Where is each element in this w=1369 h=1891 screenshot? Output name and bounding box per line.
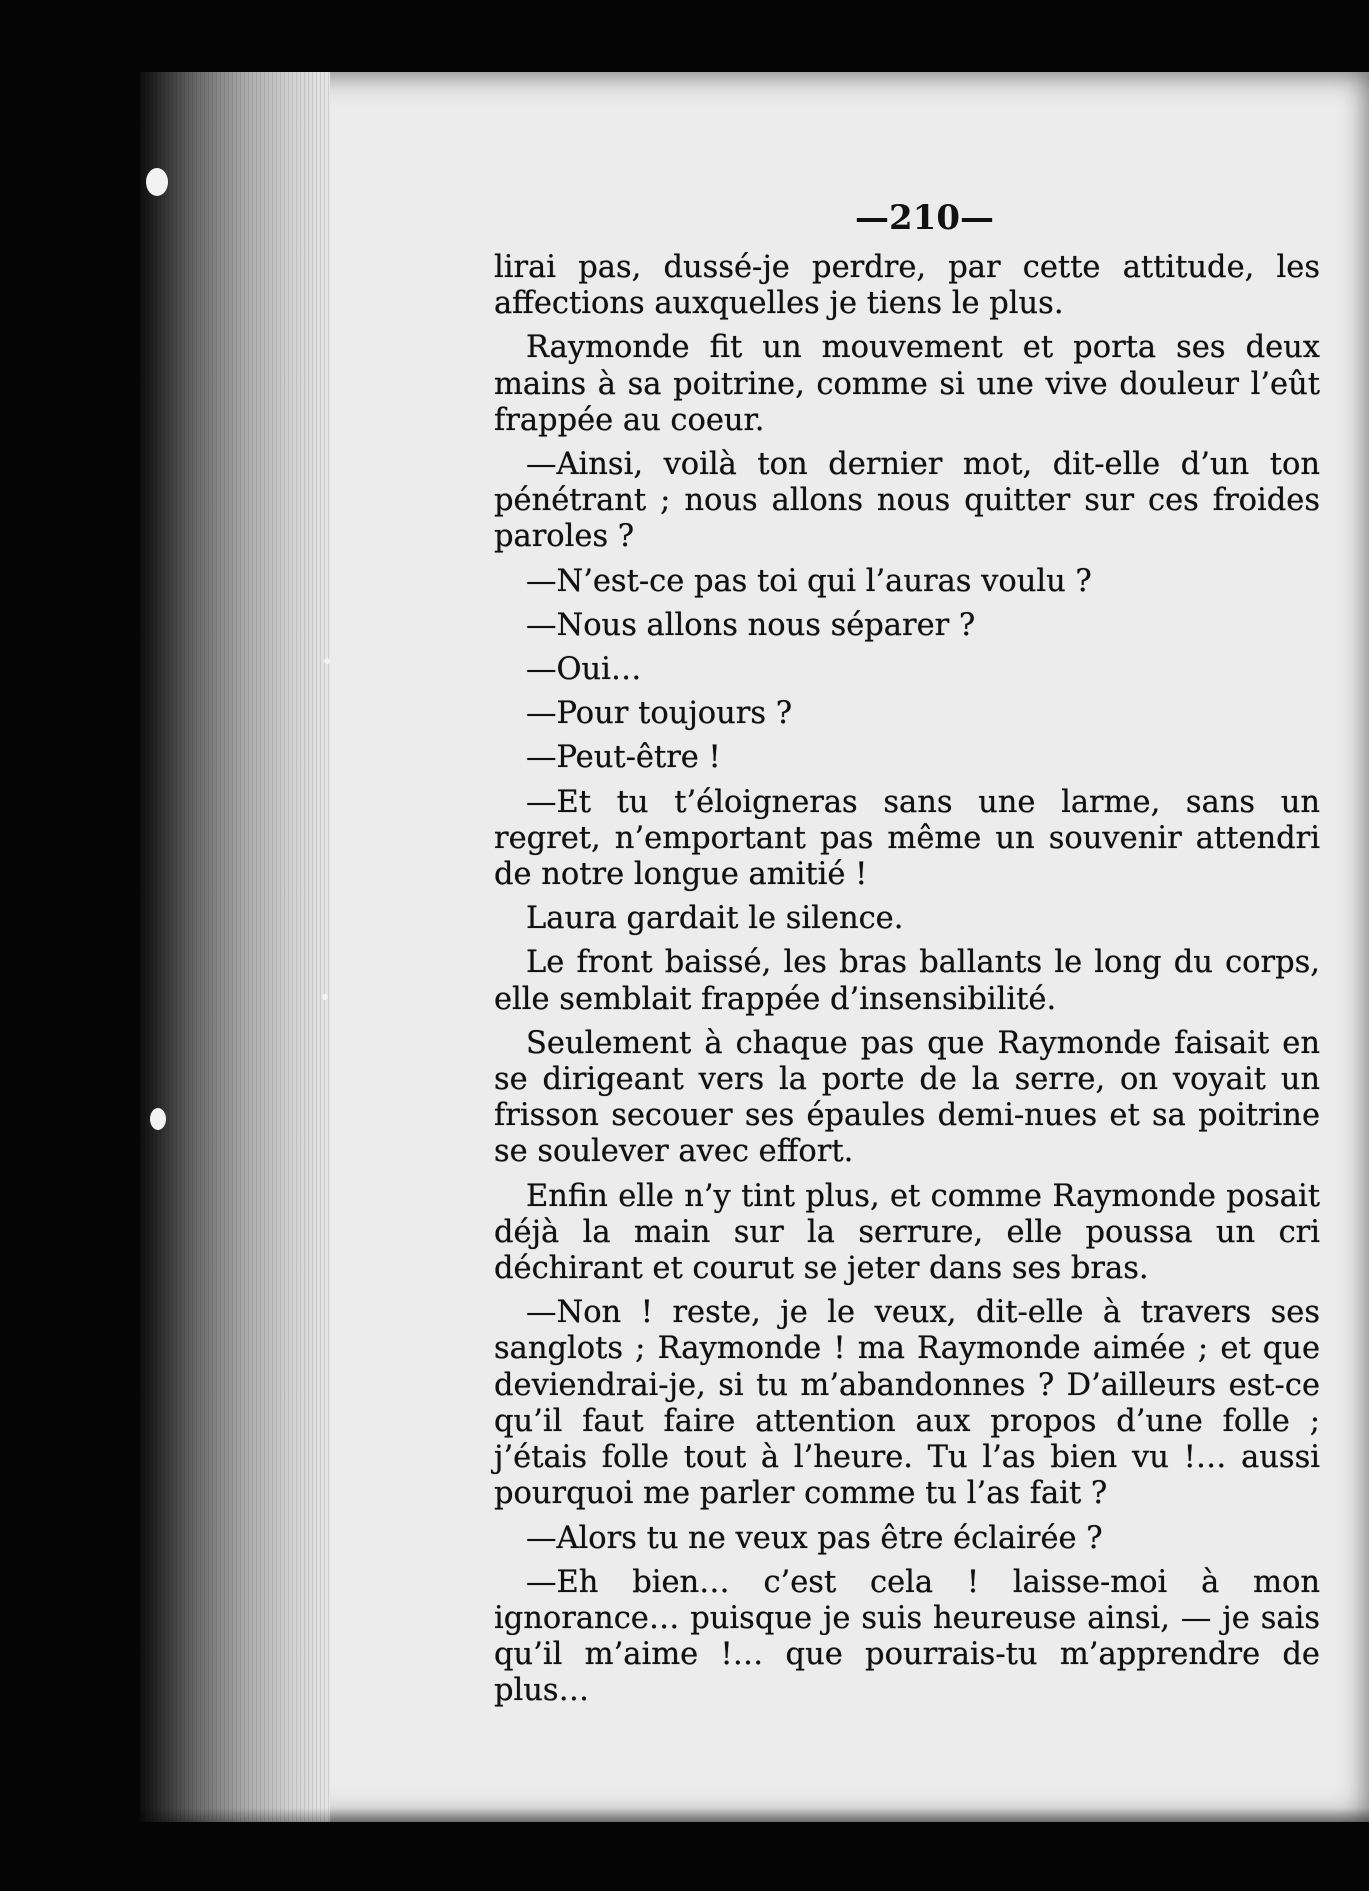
book-binding-gutter [140,72,330,1822]
paragraph: —Eh bien… c’est cela ! laisse-moi à mon ignorance… puisque je suis heureuse ainsi, — je sais qu’il m’aime !… que pourrais-tu m’apprendre de plus… [494,1564,1320,1709]
scan-speck [322,994,328,1000]
scan-speck [324,658,330,664]
paragraph: —Alors tu ne veux pas être éclairée ? [526,1520,1103,1556]
paragraph: —Nous allons nous séparer ? [526,607,976,643]
scan-speck [146,168,168,196]
paragraph: Le front baissé, les bras ballants le long du corps, elle semblait frappée d’insensibilité. [494,945,1320,1017]
paragraph: Seulement à chaque pas que Raymonde faisait en se dirigeant vers la porte de la serre, on voyait un frisson secouer ses épaules demi-nues et sa poitrine se soulever avec effort. [494,1025,1320,1170]
paragraph: lirai pas, dussé-je perdre, par cette attitude, les affections auxquelles je tiens le plus. [494,250,1320,322]
page-number: —210— [855,198,994,238]
paragraph: —Non ! reste, je le veux, dit-elle à travers ses sanglots ; Raymonde ! ma Raymonde aimée ; et que deviendrai-je, si tu m’abandonnes ? D’ailleurs est-ce qu’il faut faire attention aux propos d’une folle ; j’étais folle tout à l’heure. Tu l’as bien vu !… aussi pourquoi me parler comme tu l’as fait ? [494,1295,1320,1512]
paragraph: —Peut-être ! [526,740,721,776]
paragraph: Raymonde fit un mouvement et porta ses deux mains à sa poitrine, comme si une vive douleur l’eût frappée au coeur. [494,330,1320,438]
paragraph: —Pour toujours ? [526,696,793,732]
paragraph: —Et tu t’éloigneras sans une larme, sans un regret, n’emportant pas même un souvenir attendri de notre longue amitié ! [494,784,1320,893]
paragraph: —N’est-ce pas toi qui l’auras voulu ? [526,563,1092,599]
page-bottom-edge [140,1808,1369,1822]
body-text [494,250,1320,1718]
paragraph: —Oui… [526,652,642,688]
paragraph: Laura gardait le silence. [526,901,904,937]
paragraph: Enfin elle n’y tint plus, et comme Raymonde posait déjà la main sur la serrure, elle poussa un cri déchirant et courut se jeter dans ses bras. [494,1178,1320,1287]
scan-speck [150,1108,166,1130]
paragraph: —Ainsi, voilà ton dernier mot, dit-elle d’un ton pénétrant ; nous allons nous quitter sur ces froides paroles ? [494,447,1320,555]
